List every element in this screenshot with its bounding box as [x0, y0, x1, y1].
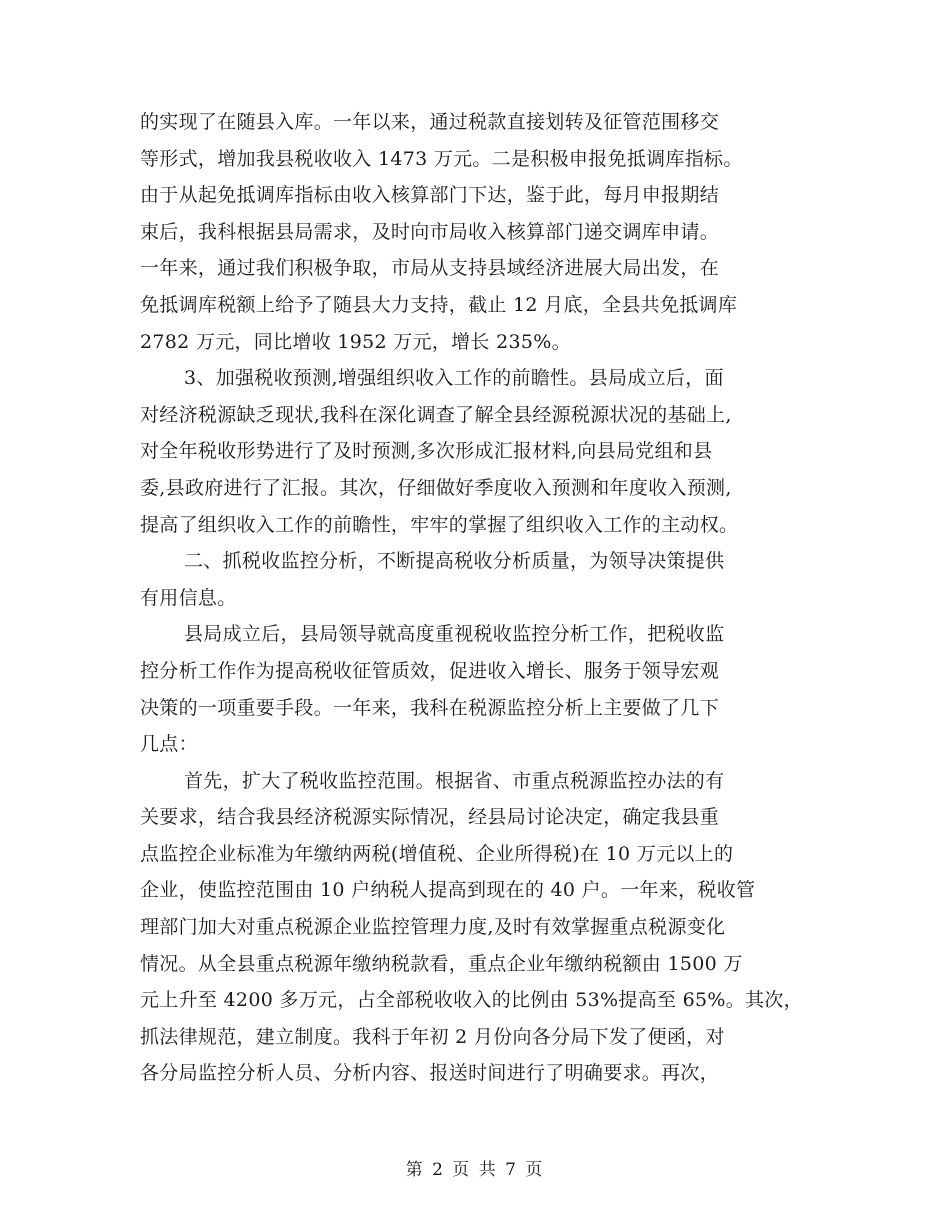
- text-line: 对全年税收形势进行了及时预测,多次形成汇报材料,向县局党组和县: [140, 440, 713, 463]
- paragraph-start-line: 3、加强税收预测,增强组织收入工作的前瞻性。县局成立后，面: [184, 367, 724, 390]
- text-line: 理部门加大对重点税源企业监控管理力度,及时有效掌握重点税源变化: [140, 916, 726, 939]
- document-body: [140, 104, 830, 1092]
- text-line: 企业，使监控范围由 10 户纳税人提高到现在的 40 户。一年来，税收管: [140, 879, 756, 902]
- text-line: 抓法律规范，建立制度。我科于年初 2 月份向各分局下发了便函，对: [140, 1025, 725, 1048]
- text-line: 委,县政府进行了汇报。其次，仔细做好季度收入预测和年度收入预测,: [140, 476, 732, 499]
- text-line: 2782 万元，同比增收 1952 万元，增长 235%。: [140, 330, 571, 353]
- text-line: 免抵调库税额上给予了随县大力支持，截止 12 月底，全县共免抵调库: [140, 293, 738, 316]
- text-line: 决策的一项重要手段。一年来，我科在税源监控分析上主要做了几下: [140, 696, 720, 719]
- text-line: 各分局监控分析人员、分析内容、报送时间进行了明确要求。再次，: [140, 1062, 720, 1085]
- text-line: 对经济税源缺乏现状,我科在深化调查了解全县经源税源状况的基础上,: [140, 403, 732, 426]
- page-number-footer: 第 2 页 共 7 页: [405, 1160, 545, 1180]
- text-line: 点监控企业标准为年缴纳两税(增值税、企业所得税)在 10 万元以上的: [140, 842, 734, 865]
- text-line: 等形式，增加我县税收收入 1473 万元。二是积极申报免抵调库指标。: [140, 147, 743, 170]
- text-line: 情况。从全县重点税源年缴纳税款看，重点企业年缴纳税额由 1500 万: [140, 952, 743, 975]
- text-line: 一年来，通过我们积极争取，市局从支持县域经济进展大局出发，在: [140, 257, 720, 280]
- text-line: 提高了组织收入工作的前瞻性，牢牢的掌握了组织收入工作的主动权。: [140, 513, 739, 536]
- section-heading-line: 二、抓税收监控分析，不断提高税收分析质量，为领导决策提供: [184, 550, 725, 573]
- paragraph-start-line: 首先，扩大了税收监控范围。根据省、市重点税源监控办法的有: [184, 769, 725, 792]
- text-line: 由于从起免抵调库指标由收入核算部门下达，鉴于此，每月申报期结: [140, 184, 720, 207]
- text-line: 的实现了在随县入库。一年以来，通过税款直接划转及征管范围移交: [140, 111, 720, 133]
- text-line: 束后，我科根据县局需求，及时向市局收入核算部门递交调库申请。: [140, 220, 720, 243]
- text-line: 元上升至 4200 多万元，占全部税收收入的比例由 53%提高至 65%。其次，: [140, 989, 803, 1012]
- text-line: 关要求，结合我县经济税源实际情况，经县局讨论决定，确定我县重: [140, 806, 720, 829]
- text-line: 有用信息。: [140, 586, 237, 609]
- text-line: 几点：: [140, 733, 198, 756]
- paragraph-start-line: 县局成立后，县局领导就高度重视税收监控分析工作，把税收监: [184, 623, 725, 646]
- text-line: 控分析工作作为提高税收征管质效，促进收入增长、服务于领导宏观: [140, 659, 720, 682]
